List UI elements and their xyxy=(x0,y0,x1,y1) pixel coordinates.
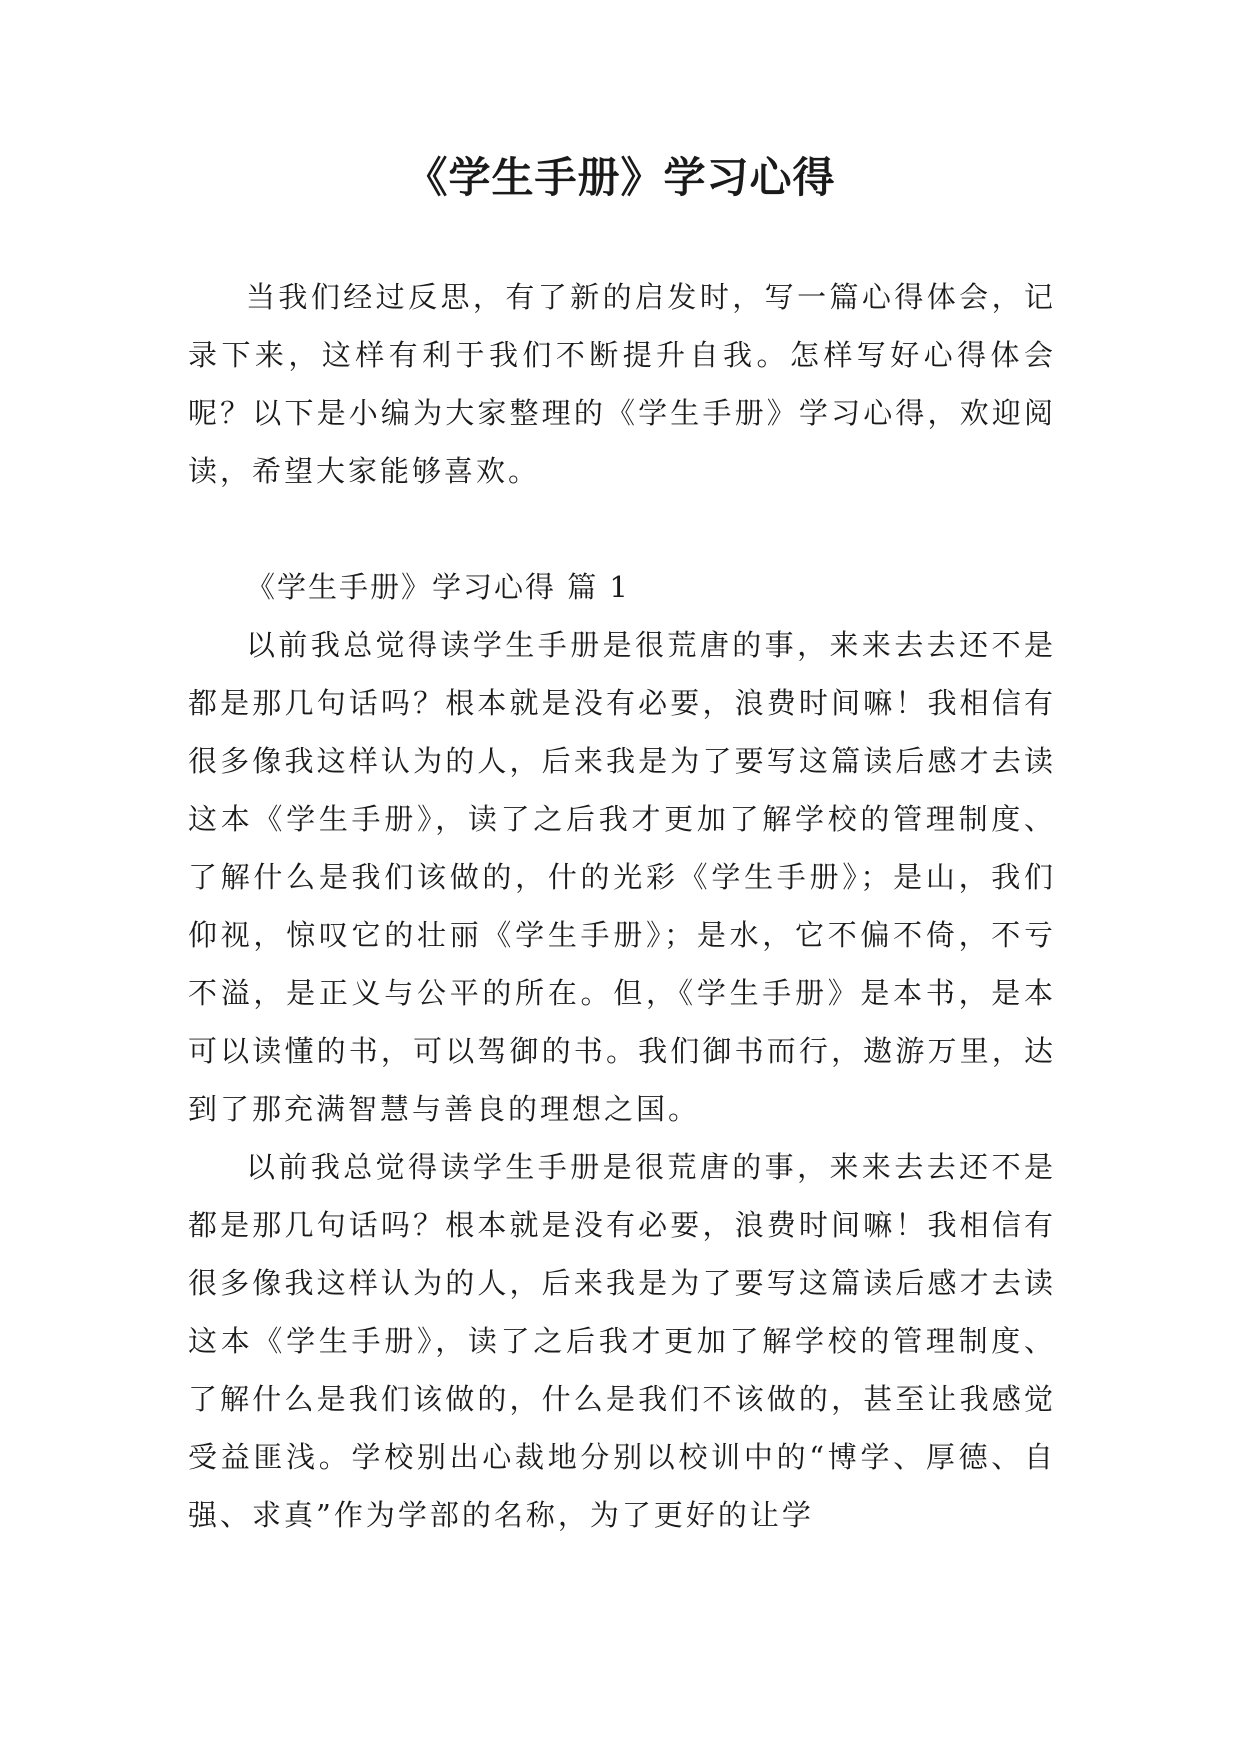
body-paragraph-1: 以前我总觉得读学生手册是很荒唐的事，来来去去还不是都是那几句话吗？根本就是没有必要，浪费时间嘛！我相信有很多像我这样认为的人，后来我是为了要写这篇读后感才去读这本《学生手册》，读了之后我才更加了解学校的管理制度、了解什么是我们该做的，什的光彩《学生手册》；是山，我们仰视，惊叹它的壮丽《学生手册》；是水，它不偏不倚，不亏不溢，是正义与公平的所在。但，《学生手册》是本书，是本可以读懂的书，可以驾御的书。我们御书而行，遨游万里，达到了那充满智慧与善良的理想之国。 xyxy=(188,628,1056,1126)
document-body xyxy=(188,268,1056,1544)
section-heading: 《学生手册》学习心得 篇 1 xyxy=(246,570,630,604)
intro-paragraph: 当我们经过反思，有了新的启发时，写一篇心得体会，记录下来，这样有利于我们不断提升自我。怎样写好心得体会呢？以下是小编为大家整理的《学生手册》学习心得，欢迎阅读，希望大家能够喜欢。 xyxy=(188,280,1056,488)
document-title: 《学生手册》学习心得 xyxy=(405,153,836,202)
body-paragraph-2: 以前我总觉得读学生手册是很荒唐的事，来来去去还不是都是那几句话吗？根本就是没有必要，浪费时间嘛！我相信有很多像我这样认为的人，后来我是为了要写这篇读后感才去读这本《学生手册》，读了之后我才更加了解学校的管理制度、了解什么是我们该做的，什么是我们不该做的，甚至让我感觉受益匪浅。学校别出心裁地分别以校训中的“博学、厚德、自强、求真”作为学部的名称，为了更好的让学 xyxy=(188,1150,1056,1532)
